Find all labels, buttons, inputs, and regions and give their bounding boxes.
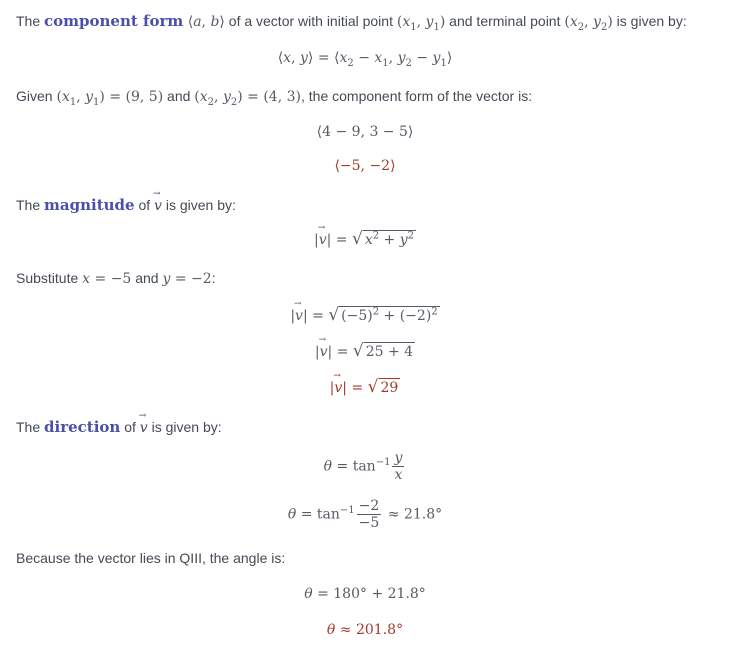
keyword-magnitude: magnitude [44,196,135,214]
vector-v-symbol: → v [154,198,162,214]
given-line: Given ($x_1$, $y_1) = (9$, 5) and ($x_2$, $y_2) = (4$, 3), the component form of the vector is: [16,88,533,108]
result-magnitude: |→ v| = √ 29 [0,378,730,397]
math-terminal-point: ($x_2$, $y_2$) [564,14,613,33]
math-point-1: ($x_1$, $y_1) = (9$, 5) [56,89,164,108]
intro-line: The component form ⟨a, b⟩ of a vector with initial point ($x_1$, $y_1$) and terminal point ($x_2$, $y_2$) is given by: [16,12,687,33]
equation-magnitude-sum: |→ v| = √ 25 + 4 [0,342,730,361]
result-angle: θ ≈ 201.8° [326,622,404,638]
vector-v-symbol-2: → v [140,420,148,436]
equation-component-form: ⟨x, y⟩ = $⟨x_2 - x_1$, $y_2$ − $y_1⟩$ [277,50,453,69]
keyword-direction: direction [44,418,121,436]
direction-intro-line: The direction of → v is given by: [16,418,222,436]
quadrant-line: Because the vector lies in QIII, the angle is: [16,550,286,566]
equation-angle-sum: θ = 180° + 21.8° [304,586,426,602]
equation-magnitude-substituted: |→ v| = √ $(-5)^2 + (-2)^2$ [0,306,730,325]
math-ab: ⟨a, b⟩ [183,14,225,30]
math-initial-point: ($x_1$, $y_1$) [396,14,446,33]
equation-magnitude-formula: |→ v| = √ $x^2 + y^2$ [0,230,730,249]
keyword-component-form: component form [44,12,184,30]
math-x-value: x = −5 [82,271,132,287]
equation-subtraction: ⟨4 − 9, 3 − 5⟩ [316,124,414,140]
result-component: ⟨−5, −2⟩ [334,158,396,174]
math-point-2: ($x_2$, $y_2) = (4$, 3) [194,89,301,108]
substitute-line: Substitute x = −5 and y = −2: [16,270,216,287]
math-y-value: y = −2 [162,271,212,287]
equation-direction-substituted: $\theta = \tan^{-1}$ $\frac{-2}{-5}$ ≈ 21.8° [287,498,443,531]
equation-direction-formula: $\theta = \tan^{-1}$ $\frac{y}{x}$ [323,450,403,483]
magnitude-intro-line: The magnitude of → v is given by: [16,196,236,214]
